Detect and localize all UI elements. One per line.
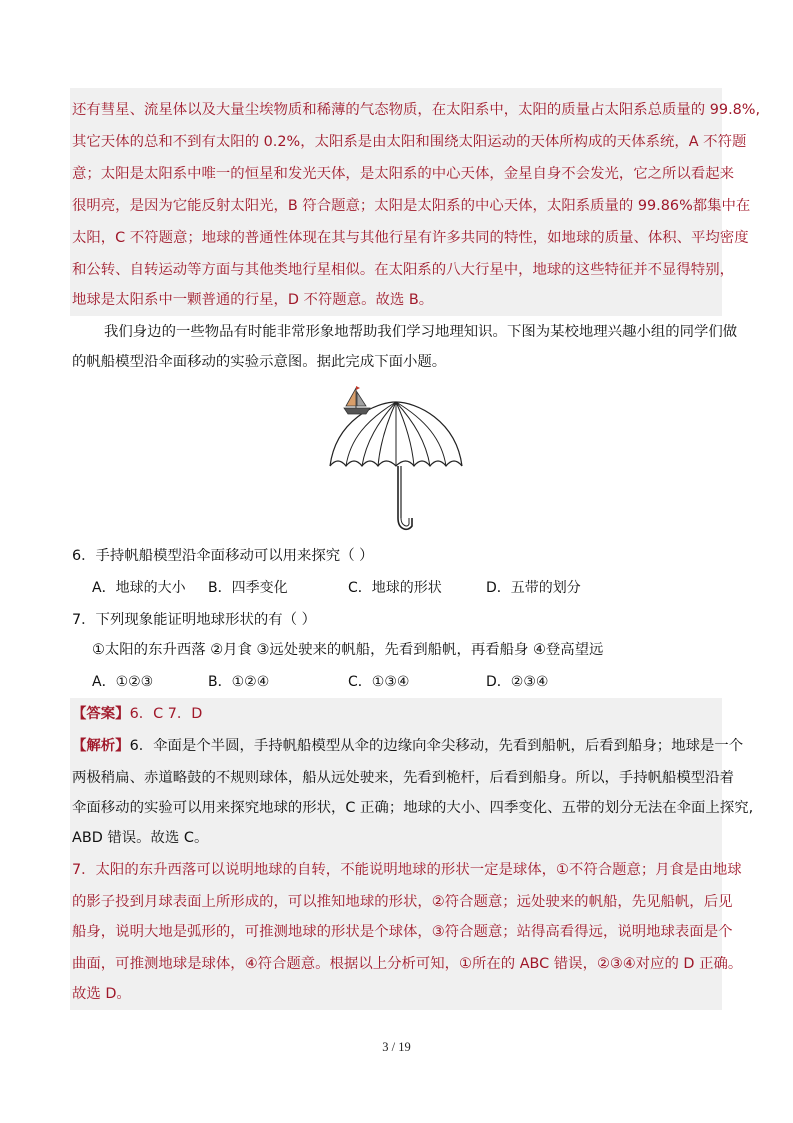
q7-option-c: C．①③④ (348, 674, 410, 690)
prev-explanation-line: 地球是太阳系中一颗普通的行星，D 不符题意。故选 B。 (72, 292, 434, 308)
q7-option-d: D．②③④ (486, 674, 549, 690)
analysis-tag: 【解析】 (72, 738, 130, 754)
q7-items: ①太阳的东升西落 ②月食 ③远处驶来的帆船，先看到船帆，再看船身 ④登高望远 (92, 642, 604, 658)
q6-option-b: B．四季变化 (208, 580, 288, 596)
question-6-stem: 6．手持帆船模型沿伞面移动可以用来探究（ ） (72, 548, 374, 564)
analysis-text: 6．伞面是个半圆，手持帆船模型从伞的边缘向伞尖移动，先看到船帆，后看到船身；地球是一个 (129, 738, 744, 754)
prev-explanation-line: 意；太阳是太阳系中唯一的恒星和发光天体，是太阳系的中心天体，金星自身不会发光，它之所以看起来 (72, 166, 734, 182)
q7-option-b: B．①②④ (208, 674, 270, 690)
intro-line: 我们身边的一些物品有时能非常形象地帮助我们学习地理知识。下图为某校地理兴趣小组的同学们做 (104, 324, 738, 340)
analysis-line (72, 736, 744, 756)
analysis-line: 曲面，可推测地球是球体，④符合题意。根据以上分析可知，①所在的 ABC 错误，②③④对应的 D 正确。 (72, 956, 743, 972)
analysis-line: 故选 D。 (72, 986, 131, 1002)
prev-explanation-line: 很明亮，是因为它能反射太阳光，B 符合题意；太阳是太阳系的中心天体，太阳系质量的 99.86%都集中在 (72, 198, 751, 214)
analysis-line: 的影子投到月球表面上所形成的，可以推知地球的形状，②符合题意；远处驶来的帆船，先见船帆，后见 (72, 894, 733, 910)
analysis-line: 两极稍扁、赤道略鼓的不规则球体，船从远处驶来，先看到桅杆，后看到船身。所以，手持帆船模型沿着 (72, 770, 734, 786)
analysis-line: 伞面移动的实验可以用来探究地球的形状，C 正确；地球的大小、四季变化、五带的划分无法在伞面上探究, (72, 800, 754, 816)
answer-line (72, 704, 724, 724)
q6-option-a: A．地球的大小 (92, 580, 186, 596)
prev-explanation-line: 其它天体的总和不到有太阳的 0.2%，太阳系是由太阳和围绕太阳运动的天体所构成的天体系统，A 不符题 (72, 134, 747, 150)
umbrella-with-sailboat-icon (326, 380, 466, 536)
q6-option-d: D．五带的划分 (486, 580, 581, 596)
answer-text: 6．C 7．D (129, 706, 203, 722)
analysis-line: ABD 错误。故选 C。 (72, 830, 209, 846)
q6-option-c: C．地球的形状 (348, 580, 442, 596)
analysis-line: 船身，说明大地是弧形的，可推测地球的形状是个球体，③符合题意；站得高看得远，说明地球表面是个 (72, 924, 733, 940)
prev-explanation-line: 太阳，C 不符题意；地球的普通性体现在其与其他行星有许多共同的特性，如地球的质量、体积、平均密度 (72, 230, 749, 246)
prev-explanation-line: 还有彗星、流星体以及大量尘埃物质和稀薄的气态物质，在太阳系中，太阳的质量占太阳系总质量的 99.8%, (72, 102, 761, 118)
intro-line: 的帆船模型沿伞面移动的实验示意图。据此完成下面小题。 (72, 354, 447, 370)
page-number: 3 / 19 (382, 1040, 411, 1054)
answer-tag: 【答案】 (72, 706, 130, 722)
q7-option-a: A．①②③ (92, 674, 154, 690)
prev-explanation-line: 和公转、自转运动等方面与其他类地行星相似。在太阳系的八大行星中，地球的这些特征并不显得特别， (72, 262, 734, 278)
analysis-line: 7．太阳的东升西落可以说明地球的自转，不能说明地球的形状一定是球体，①不符合题意；月食是由地球 (72, 862, 742, 878)
question-7-stem: 7．下列现象能证明地球形状的有（ ） (72, 612, 316, 628)
